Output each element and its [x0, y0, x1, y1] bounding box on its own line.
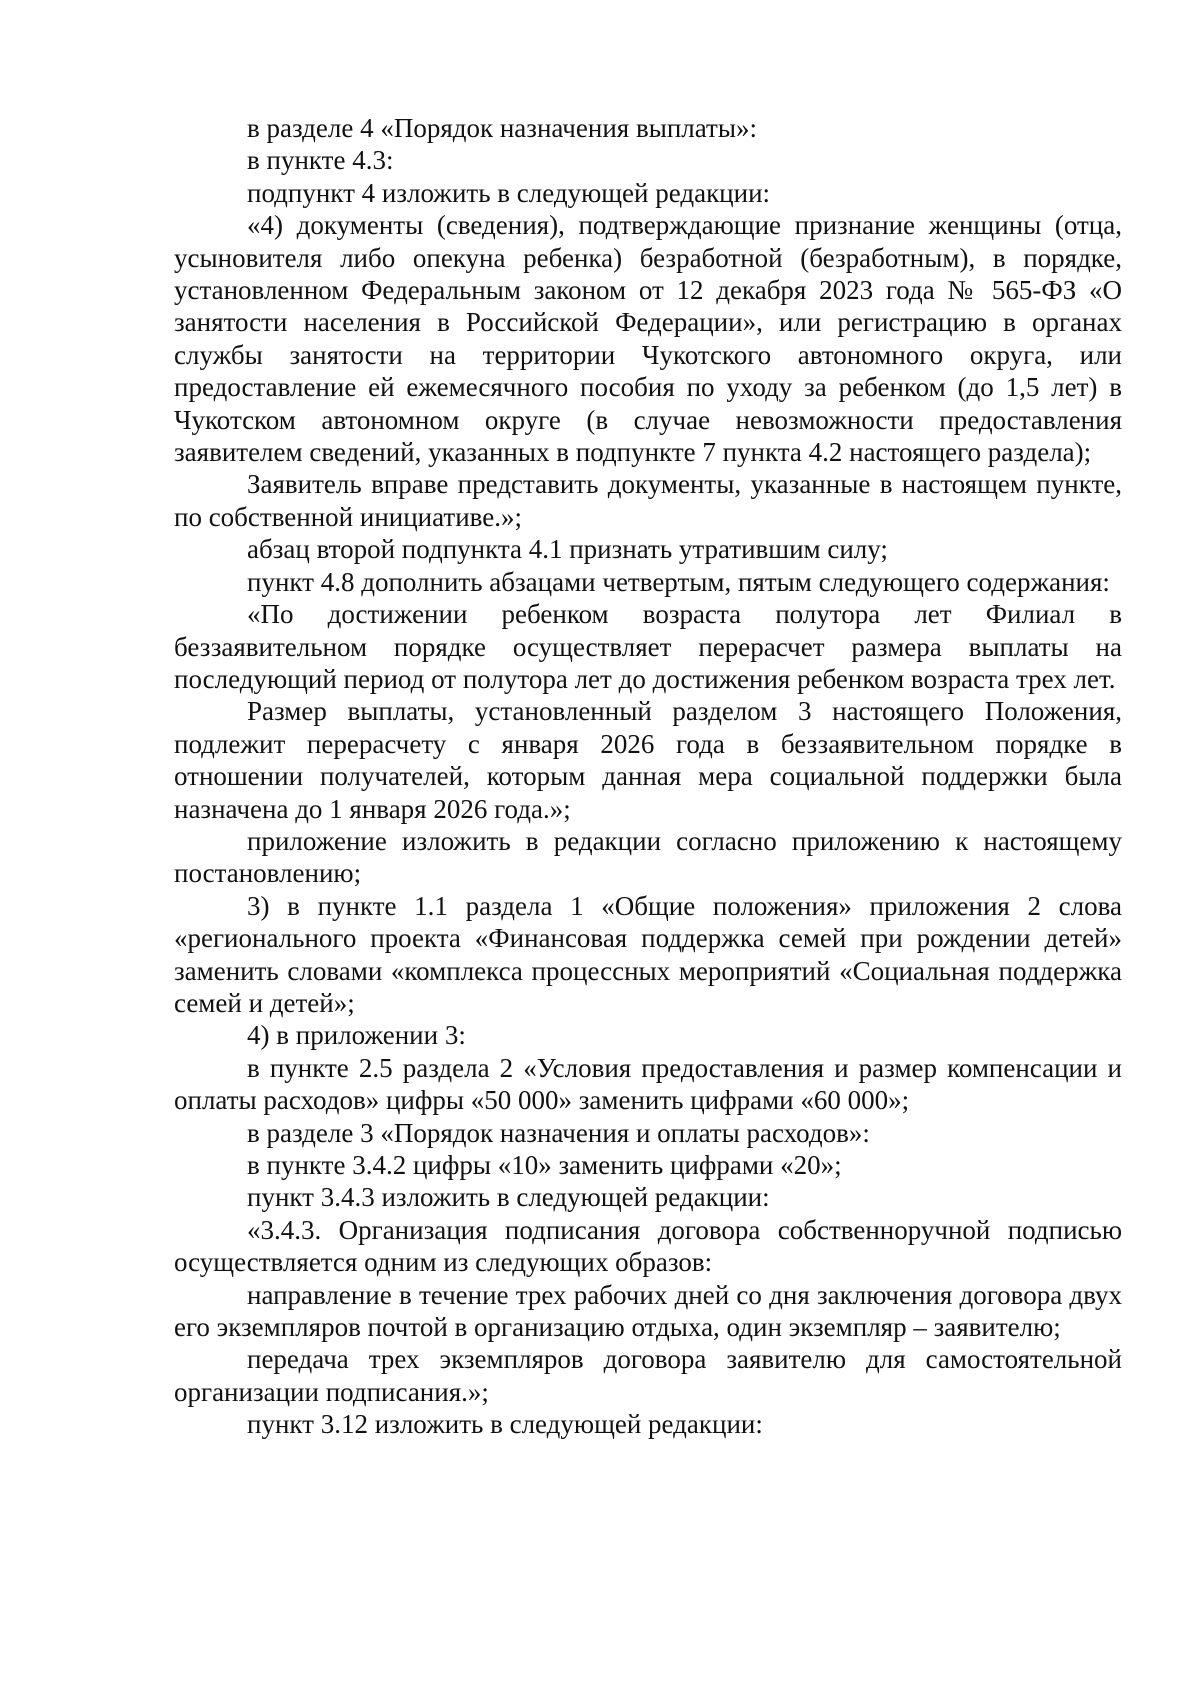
document-page: [174, 112, 1122, 1441]
paragraph: направление в течение трех рабочих дней со дня заключения договора двух его экземпляров почтой в организацию отдыха, один экземпляр – заявителю;: [174, 1279, 1122, 1343]
paragraph: пункт 3.4.3 изложить в следующей редакции:: [247, 1182, 770, 1213]
paragraph: в пункте 2.5 раздела 2 «Условия предоставления и размер компенсации и оплаты расходов» цифры «50 000» заменить цифрами «60 000»;: [174, 1052, 1122, 1116]
paragraph: приложение изложить в редакции согласно приложению к настоящему постановлению;: [174, 825, 1122, 889]
paragraph: «3.4.3. Организация подписания договора собственноручной подписью осуществляется одним из следующих образов:: [174, 1214, 1122, 1278]
paragraph: в разделе 4 «Порядок назначения выплаты»:: [247, 113, 757, 143]
paragraph: абзац второй подпункта 4.1 признать утратившим силу;: [247, 534, 888, 565]
paragraph: пункт 3.12 изложить в следующей редакции:: [247, 1409, 763, 1440]
paragraph: «4) документы (сведения), подтверждающие признание женщины (отца, усыновителя либо опекуна ребенка) безработной (безработным), в порядке, установленном Федеральным законом от 12 декабря 2023 года № 565-ФЗ «О занятости населения в Российской Федерации», или регистрацию в органах службы занятости на территории Чукотского автономного округа, или предоставление ей ежемесячного пособия по уходу за ребенком (до 1,5 лет) в Чукотском автономном округе (в случае невозможности предоставления заявителем сведений, указанных в подпункте 7 пункта 4.2 настоящего раздела);: [174, 210, 1122, 468]
paragraph: 4) в приложении 3:: [247, 1020, 466, 1051]
paragraph: Заявитель вправе представить документы, указанные в настоящем пункте, по собственной инициативе.»;: [174, 469, 1122, 532]
paragraph: Размер выплаты, установленный разделом 3 настоящего Положения, подлежит перерасчету с января 2026 года в беззаявительном порядке в отношении получателей, которым данная мера социальной поддержки была назначена до 1 января 2026 года.»;: [174, 696, 1122, 824]
paragraph: 3) в пункте 1.1 раздела 1 «Общие положения» приложения 2 слова «регионального проекта «Финансовая поддержка семей при рождении детей» заменить словами «комплекса процессных мероприятий «Социальная поддержка семей и детей»;: [174, 890, 1122, 1018]
paragraph: в пункте 4.3:: [247, 145, 394, 176]
paragraph: подпункт 4 изложить в следующей редакции:: [247, 177, 771, 208]
paragraph: передача трех экземпляров договора заявителю для самостоятельной организации подписания.»;: [174, 1344, 1122, 1407]
paragraph: в разделе 3 «Порядок назначения и оплаты расходов»:: [247, 1117, 870, 1148]
paragraph: «По достижении ребенком возраста полутора лет Филиал в беззаявительном порядке осуществляет перерасчет размера выплаты на последующий период от полутора лет до достижения ребенком возраста трех лет.: [174, 599, 1122, 694]
paragraph: в пункте 3.4.2 цифры «10» заменить цифрами «20»;: [247, 1150, 842, 1180]
paragraph: пункт 4.8 дополнить абзацами четвертым, пятым следующего содержания:: [247, 566, 1110, 597]
